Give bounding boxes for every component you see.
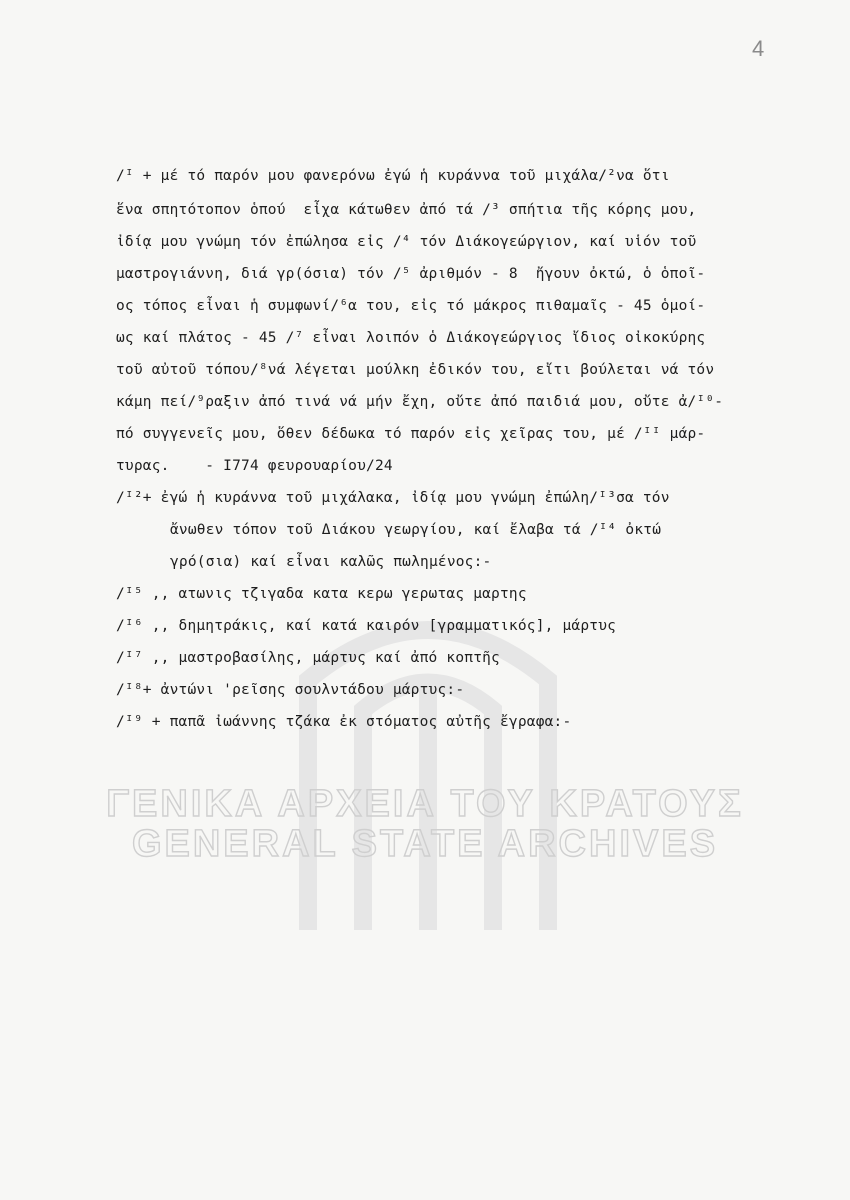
text-line: τυρας. - Ι774 φευρουαρίου/24 — [116, 458, 393, 474]
text-line: /ᴵ⁷ ,, μαστροβασίλης, μάρτυς καί ἀπό κοπτῆς — [116, 650, 500, 666]
text-line: /ᴵ⁶ ,, δημητράκις, καί κατά καιρόν [γραμματικός], μάρτυς — [116, 618, 617, 634]
text-line: /ᴵ⁹ + παπᾶ ἰωάννης τζάκα ἐκ στόματος αὐτῆς ἔγραφα:- — [116, 714, 572, 730]
text-line: /ᴵ⁸+ ἀντώνι 'ρεῖσης σουλντάδου μάρτυς:- — [116, 682, 465, 698]
text-line: ἕνα σπητότοπον ὁπού εἶχα κάτωθεν ἀπό τά /³ σπήτια τῆς κόρης μου, — [116, 202, 697, 218]
watermark-greek: ΓΕΝΙΚΑ ΑΡΧΕΙΑ ΤΟΥ ΚΡΑΤΟΥΣ — [106, 783, 744, 825]
text-line: /ᴵ⁵ ,, ατωνις τζιγαδα κατα κερω γερωτας μαρτης — [116, 586, 527, 602]
page-number: 4 — [752, 36, 765, 61]
text-line: /ᴵ + μέ τό παρόν μου φανερόνω ἐγώ ἡ κυράννα τοῦ μιχάλα/²να ὅτι — [116, 168, 670, 184]
watermark-english: GENERAL STATE ARCHIVES — [131, 823, 719, 865]
text-line: τοῦ αὐτοῦ τόπου/⁸νά λέγεται μούλκη ἐδικόν του, εἴτι βούλεται νά τόν — [116, 362, 715, 378]
text-line: ος τόπος εἶναι ἡ συμφωνί/⁶α του, εἰς τό μάκρος πιθαμαῖς - 45 ὁμοί- — [116, 298, 706, 314]
text-line: πό συγγενεῖς μου, ὅθεν δέδωκα τό παρόν εἰς χεῖρας του, μέ /ᴵᴵ μάρ- — [116, 426, 706, 442]
text-line: μαστρογιάννη, διά γρ(όσια) τόν /⁵ ἀριθμόν - 8 ἤγουν ὀκτώ, ὁ ὁποῖ- — [116, 266, 706, 282]
text-line: γρό(σια) καί εἶναι καλῶς πωλημένος:- — [170, 554, 492, 570]
text-line: ἄνωθεν τόπον τοῦ Διάκου γεωργίου, καί ἔλαβα τά /ᴵ⁴ ὀκτώ — [170, 522, 662, 538]
text-line: ως καί πλάτος - 45 /⁷ εἶναι λοιπόν ὁ Διάκογεώργιος ἴδιος οἰκοκύρης — [116, 330, 706, 346]
text-line: /ᴵ²+ ἐγώ ἡ κυράννα τοῦ μιχάλακα, ἰδίᾳ μου γνώμη ἐπώλη/ᴵ³σα τόν — [116, 490, 670, 506]
text-line: κάμη πεί/⁹ραξιν ἀπό τινά νά μήν ἔχη, οὔτε ἀπό παιδιά μου, οὔτε ἀ/ᴵ⁰- — [116, 394, 724, 410]
text-line: ἰδίᾳ μου γνώμη τόν ἐπώλησα εἰς /⁴ τόν Διάκογεώργιον, καί υἱόν τοῦ — [116, 234, 697, 250]
